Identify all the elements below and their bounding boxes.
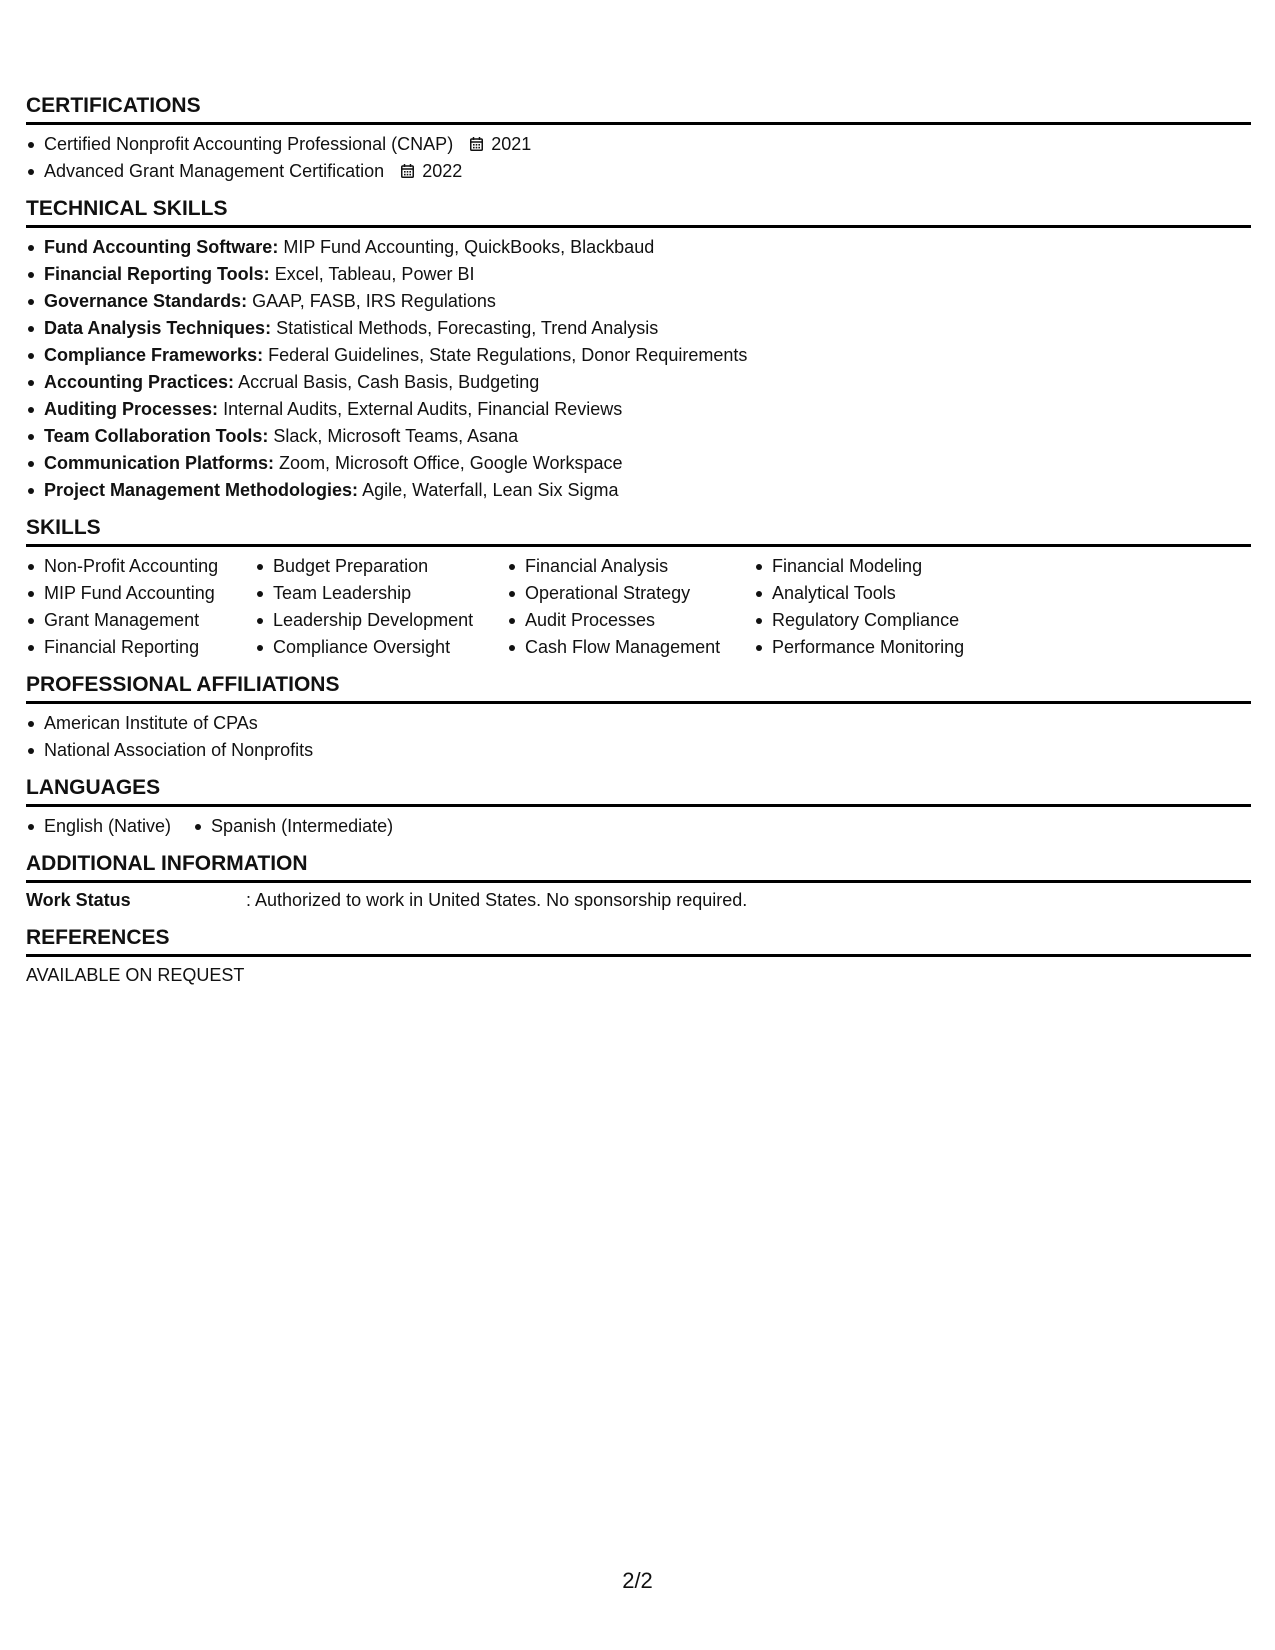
skills-section <box>26 514 1251 661</box>
references-section <box>26 924 1251 989</box>
skill-item: Grant Management <box>26 607 255 634</box>
skills-column <box>26 553 255 661</box>
certifications-heading: CERTIFICATIONS <box>26 94 201 117</box>
certification-item <box>26 131 1251 158</box>
additional-info-heading: ADDITIONAL INFORMATION <box>26 852 308 875</box>
affiliations-heading: PROFESSIONAL AFFILIATIONS <box>26 673 340 696</box>
work-status-label: Work Status <box>26 890 131 910</box>
technical-skill-label: Compliance Frameworks: <box>44 345 264 365</box>
certifications-list <box>26 131 1251 185</box>
skill-item: Cash Flow Management <box>507 634 754 661</box>
section-divider <box>26 122 1251 125</box>
technical-skill-label: Communication Platforms: <box>44 453 275 473</box>
affiliation-item: American Institute of CPAs <box>26 710 1251 737</box>
skill-item: Financial Modeling <box>754 553 1014 580</box>
certification-name: Advanced Grant Management Certification <box>44 161 385 181</box>
technical-skill-item <box>26 234 1251 261</box>
technical-skill-label: Fund Accounting Software: <box>44 237 279 257</box>
technical-skill-label: Governance Standards: <box>44 291 248 311</box>
technical-skill-item <box>26 261 1251 288</box>
skill-item: Budget Preparation <box>255 553 507 580</box>
language-item: English (Native) <box>26 813 171 840</box>
references-text: AVAILABLE ON REQUEST <box>26 965 245 985</box>
skill-item: Financial Reporting <box>26 634 255 661</box>
affiliation-item: National Association of Nonprofits <box>26 737 1251 764</box>
skill-item: Audit Processes <box>507 607 754 634</box>
language-item: Spanish (Intermediate) <box>193 813 393 840</box>
page-number: 2/2 <box>622 1568 653 1593</box>
technical-skill-item <box>26 315 1251 342</box>
technical-skill-item <box>26 423 1251 450</box>
technical-skill-value: MIP Fund Accounting, QuickBooks, Blackbaud <box>283 237 655 257</box>
affiliations-section <box>26 671 1251 764</box>
skill-item: Non-Profit Accounting <box>26 553 255 580</box>
certification-item <box>26 158 1251 185</box>
skills-grid <box>26 553 1251 661</box>
technical-skill-value: Internal Audits, External Audits, Financial Reviews <box>223 399 623 419</box>
technical-skill-label: Financial Reporting Tools: <box>44 264 270 284</box>
technical-skills-section <box>26 195 1251 504</box>
technical-skills-heading: TECHNICAL SKILLS <box>26 197 228 220</box>
skill-item: Analytical Tools <box>754 580 1014 607</box>
section-divider <box>26 544 1251 547</box>
technical-skill-value: Excel, Tableau, Power BI <box>274 264 475 284</box>
calendar-icon <box>401 164 414 178</box>
certification-name: Certified Nonprofit Accounting Professional (CNAP) <box>44 134 454 154</box>
technical-skill-label: Data Analysis Techniques: <box>44 318 272 338</box>
calendar-icon <box>470 137 483 151</box>
section-divider <box>26 954 1251 957</box>
certifications-section <box>26 92 1251 185</box>
work-status-value: : Authorized to work in United States. No sponsorship required. <box>246 890 748 910</box>
skill-item: Compliance Oversight <box>255 634 507 661</box>
additional-info-section <box>26 850 1251 914</box>
skill-item: Financial Analysis <box>507 553 754 580</box>
skill-item: Team Leadership <box>255 580 507 607</box>
technical-skill-value: Statistical Methods, Forecasting, Trend Analysis <box>276 318 659 338</box>
technical-skill-item <box>26 342 1251 369</box>
skills-column <box>754 553 1014 661</box>
technical-skill-label: Accounting Practices: <box>44 372 235 392</box>
technical-skill-label: Auditing Processes: <box>44 399 219 419</box>
section-divider <box>26 225 1251 228</box>
skill-item: Regulatory Compliance <box>754 607 1014 634</box>
languages-list <box>26 813 1251 840</box>
technical-skills-list <box>26 234 1251 504</box>
section-divider <box>26 880 1251 883</box>
technical-skill-value: GAAP, FASB, IRS Regulations <box>252 291 496 311</box>
skill-item: MIP Fund Accounting <box>26 580 255 607</box>
skill-item: Leadership Development <box>255 607 507 634</box>
certification-year: 2021 <box>491 134 532 154</box>
skill-item: Operational Strategy <box>507 580 754 607</box>
technical-skill-item <box>26 369 1251 396</box>
section-divider <box>26 701 1251 704</box>
technical-skill-item <box>26 477 1251 504</box>
technical-skill-value: Slack, Microsoft Teams, Asana <box>273 426 519 446</box>
technical-skill-item <box>26 396 1251 423</box>
technical-skill-label: Team Collaboration Tools: <box>44 426 269 446</box>
references-heading: REFERENCES <box>26 926 170 949</box>
resume-page-content <box>26 92 1251 999</box>
languages-section <box>26 774 1251 840</box>
technical-skill-value: Federal Guidelines, State Regulations, Donor Requirements <box>268 345 748 365</box>
technical-skill-item <box>26 450 1251 477</box>
section-divider <box>26 804 1251 807</box>
certification-year: 2022 <box>422 161 463 181</box>
work-status-row <box>26 887 1251 914</box>
affiliations-list <box>26 710 1251 764</box>
technical-skill-label: Project Management Methodologies: <box>44 480 359 500</box>
technical-skill-value: Zoom, Microsoft Office, Google Workspace <box>279 453 623 473</box>
technical-skill-value: Agile, Waterfall, Lean Six Sigma <box>362 480 619 500</box>
skills-column <box>255 553 507 661</box>
skill-item: Performance Monitoring <box>754 634 1014 661</box>
skills-column <box>507 553 754 661</box>
technical-skill-value: Accrual Basis, Cash Basis, Budgeting <box>238 372 540 392</box>
skills-heading: SKILLS <box>26 516 101 539</box>
languages-heading: LANGUAGES <box>26 776 161 799</box>
technical-skill-item <box>26 288 1251 315</box>
